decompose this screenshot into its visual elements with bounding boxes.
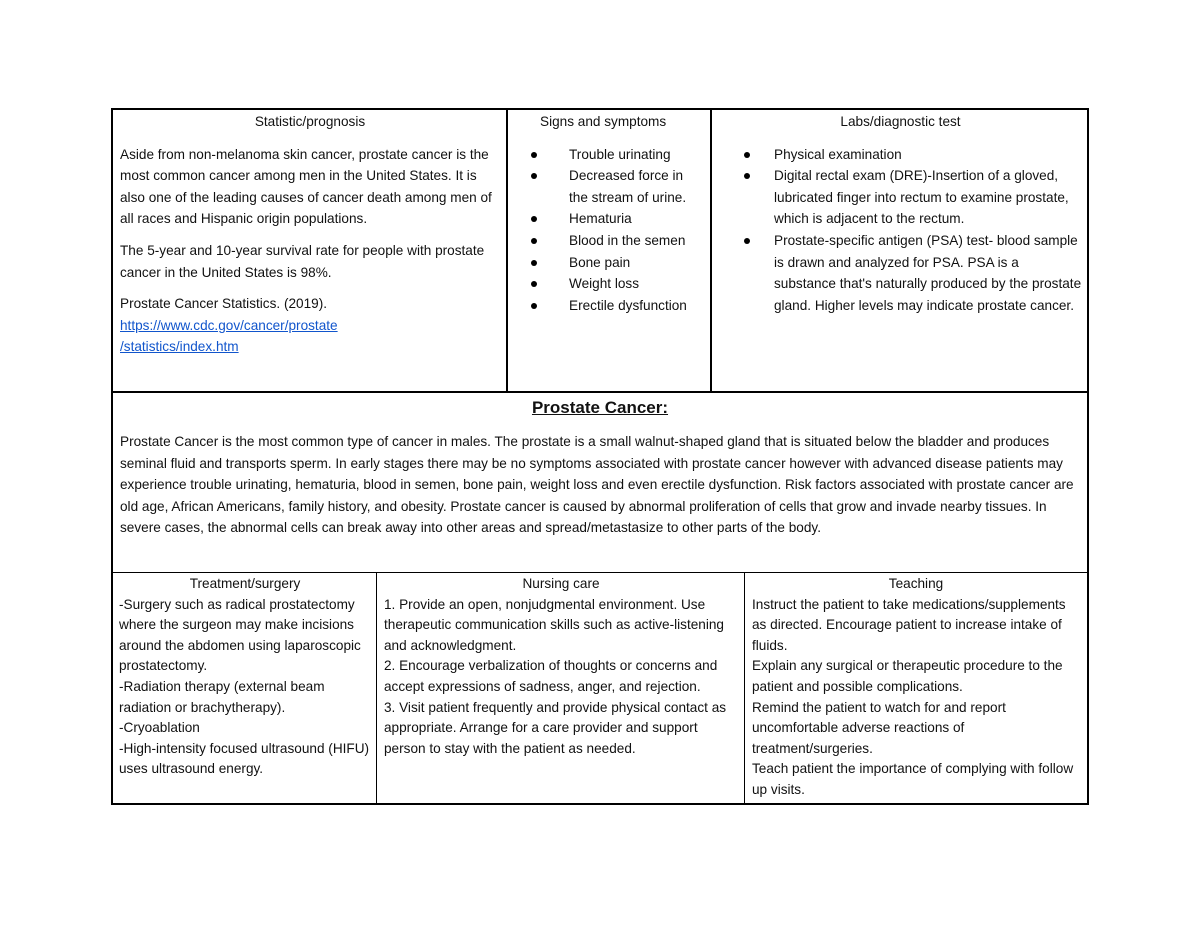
teaching-line: Explain any surgical or therapeutic procedure to the patient and possible complications. <box>752 658 1063 694</box>
signs-list <box>513 144 705 317</box>
signs-header: Signs and symptoms <box>540 114 667 129</box>
list-item: Digital rectal exam (DRE)-Insertion of a gloved, lubricated finger into rectum to examine prostate, which is adjacent to the rectum. <box>744 165 1083 230</box>
treatment-line: -Surgery such as radical prostatectomy where the surgeon may make incisions around the abdomen using laparoscopic prostatectomy. <box>119 596 361 674</box>
divider <box>112 391 1088 393</box>
teaching-header: Teaching <box>888 576 944 591</box>
treatment-line: -Radiation therapy (external beam radiation or brachytherapy). <box>119 678 325 715</box>
list-item: Erectile dysfunction <box>531 295 705 317</box>
citation-link-line2[interactable]: /statistics/index.htm <box>120 339 239 355</box>
list-item: Weight loss <box>531 273 705 295</box>
treatment-line: -Cryoablation <box>119 720 200 736</box>
divider <box>744 573 745 804</box>
overview-paragraph: Prostate Cancer is the most common type of cancer in males. The prostate is a small walnut-shaped gland that is situated below the bladder and produces seminal fluid and transports sperm. In early stages there may be no symptoms associated with prostate cancer however with advanced disease patients may experience trouble urinating, hematuria, blood in semen, bone pain, weight loss and even erectile dysfunction. Risk factors associated with prostate cancer are old age, African Americans, family history, and obesity. Prostate cancer is caused by abnormal proliferation of cells that grow and invade nearby tissues. In severe cases, the abnormal cells can break away into other areas and spread/metastasize to other parts of the body. <box>120 434 1074 536</box>
divider <box>376 573 377 804</box>
citation-link-line1[interactable]: https://www.cdc.gov/cancer/prostate <box>120 317 338 333</box>
list-item: Decreased force in the stream of urine. <box>531 165 705 208</box>
statistic-header: Statistic/prognosis <box>254 114 366 129</box>
statistic-cell <box>120 111 500 358</box>
nursing-cell <box>384 574 738 759</box>
list-item: Physical examination <box>744 144 1083 166</box>
list-item: Prostate-specific antigen (PSA) test- blood sample is drawn and analyzed for PSA. PSA is a substance that's naturally produced by the prostate gland. Higher levels may indicate prostate cancer. <box>744 230 1083 316</box>
signs-cell <box>513 111 705 316</box>
list-item: Trouble urinating <box>531 144 705 166</box>
nursing-header: Nursing care <box>522 576 600 591</box>
labs-header: Labs/diagnostic test <box>840 114 961 129</box>
teaching-line: Remind the patient to watch for and report uncomfortable adverse reactions of treatment/surgeries. <box>752 699 1006 756</box>
statistic-paragraph: Aside from non-melanoma skin cancer, prostate cancer is the most common cancer among men in the United States. It is also one of the leading causes of cancer death among men of all races and Hispanic origin populations. <box>120 146 492 227</box>
divider <box>710 109 712 393</box>
treatment-cell <box>119 574 371 780</box>
divider <box>506 109 508 393</box>
treatment-header: Treatment/surgery <box>189 576 301 591</box>
page-title: Prostate Cancer: <box>531 398 669 417</box>
overview-cell <box>120 396 1080 539</box>
list-item: Hematuria <box>531 208 705 230</box>
nursing-line: 1. Provide an open, nonjudgmental environment. Use therapeutic communication skills such as active-listening and acknowledgment. <box>384 596 724 653</box>
labs-cell <box>718 111 1083 316</box>
citation-link[interactable] <box>120 315 500 358</box>
teaching-cell <box>752 574 1080 801</box>
list-item: Bone pain <box>531 252 705 274</box>
teaching-line: Instruct the patient to take medications/supplements as directed. Encourage patient to increase intake of fluids. <box>752 596 1066 653</box>
treatment-line: -High-intensity focused ultrasound (HIFU) uses ultrasound energy. <box>119 740 370 777</box>
nursing-line: 2. Encourage verbalization of thoughts or concerns and accept expressions of sadness, anger, and rejection. <box>384 658 718 694</box>
list-item: Blood in the semen <box>531 230 705 252</box>
citation: Prostate Cancer Statistics. (2019). <box>120 296 328 312</box>
teaching-line: Teach patient the importance of complying with follow up visits. <box>752 761 1074 797</box>
divider <box>112 572 1088 573</box>
labs-list <box>718 144 1083 317</box>
nursing-line: 3. Visit patient frequently and provide physical contact as appropriate. Arrange for a care provider and support person to stay with the patient as needed. <box>384 699 727 756</box>
survival-paragraph: The 5-year and 10-year survival rate for people with prostate cancer in the United States is 98%. <box>120 242 485 280</box>
